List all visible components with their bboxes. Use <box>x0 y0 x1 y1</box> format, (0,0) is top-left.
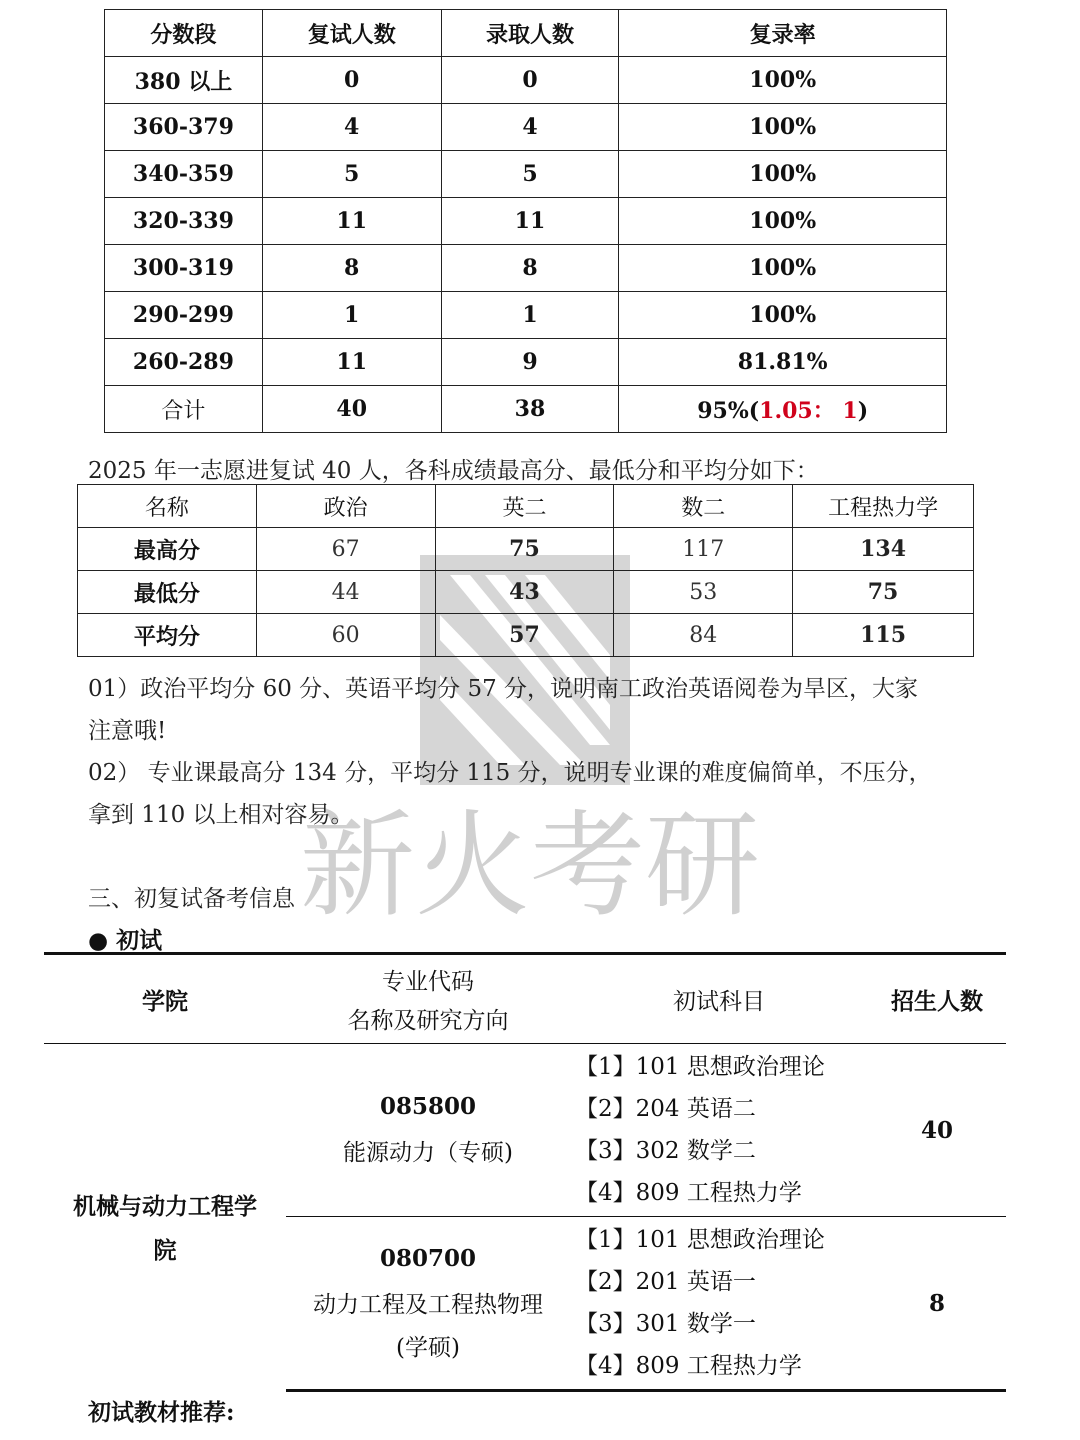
col-header: 英二 <box>435 485 614 528</box>
cell: 11 <box>262 339 441 386</box>
table-header-row <box>44 954 1006 1044</box>
total-row <box>105 386 947 433</box>
subject-item: 【1】101 思想政治理论 <box>575 1227 825 1253</box>
table-header-row <box>78 485 974 528</box>
watermark-text: 新火考研 <box>299 799 761 925</box>
cell: 11 <box>441 198 619 245</box>
col-header: 分数段 <box>105 10 263 57</box>
note-2-line-2: 拿到 110 以上相对容易。 <box>88 802 354 828</box>
cell: 75 <box>435 528 614 571</box>
quota-cell: 8 <box>868 1217 1006 1391</box>
bullet-label: 初试 <box>116 927 163 954</box>
cell: 100% <box>619 245 947 292</box>
table-row <box>105 339 947 386</box>
cell: 340-359 <box>105 151 263 198</box>
program-code: 085800 <box>379 1093 477 1120</box>
intro-line: 2025 年一志愿进复试 40 人，各科成绩最高分、最低分和平均分如下： <box>88 458 819 484</box>
cell: 8 <box>262 245 441 292</box>
cell: 53 <box>614 571 793 614</box>
row-header: 最低分 <box>78 571 257 614</box>
subject-item: 【4】809 工程热力学 <box>575 1353 802 1379</box>
program-cell <box>286 1217 570 1391</box>
cell: 100% <box>619 151 947 198</box>
total-retest: 40 <box>262 386 441 433</box>
cell: 100% <box>619 57 947 104</box>
subject-item: 【2】204 英语二 <box>575 1096 756 1122</box>
college-line-1: 机械与动力工程学 <box>73 1192 257 1220</box>
subject-item: 【3】301 数学一 <box>575 1311 756 1337</box>
cell: 117 <box>614 528 793 571</box>
table-row <box>105 57 947 104</box>
total-admitted: 38 <box>441 386 619 433</box>
col-header: 数二 <box>614 485 793 528</box>
note-1-line-1: 01）政治平均分 60 分、英语平均分 57 分，说明南工政治英语阅卷为旱区，大家 <box>88 676 919 702</box>
row-header: 最高分 <box>78 528 257 571</box>
table-row <box>105 151 947 198</box>
table-row <box>78 571 974 614</box>
col-header-quota: 招生人数 <box>868 954 1006 1044</box>
program-name: 动力工程及工程热物理 <box>313 1291 543 1318</box>
subject-score-table <box>77 484 974 657</box>
table-row <box>78 528 974 571</box>
major-header-line-2: 名称及研究方向 <box>347 1008 509 1034</box>
cell: 60 <box>256 614 435 657</box>
cell: 43 <box>435 571 614 614</box>
cell: 100% <box>619 198 947 245</box>
cell: 4 <box>441 104 619 151</box>
quota-cell: 40 <box>868 1044 1006 1217</box>
cell: 290-299 <box>105 292 263 339</box>
table-row <box>44 1044 1006 1217</box>
cell: 115 <box>793 614 974 657</box>
cell: 57 <box>435 614 614 657</box>
footer-label: 初试教材推荐: <box>88 1399 235 1426</box>
note-2-line-1: 02） 专业课最高分 134 分，平均分 115 分，说明专业课的难度偏简单，不压分， <box>88 760 932 786</box>
college-line-2: 院 <box>153 1236 177 1264</box>
major-header-line-1: 专业代码 <box>382 969 474 995</box>
row-header: 平均分 <box>78 614 257 657</box>
cell: 8 <box>441 245 619 292</box>
exam-info-table <box>44 952 1006 1392</box>
col-header-major <box>286 954 570 1044</box>
col-header-subjects: 初试科目 <box>570 954 868 1044</box>
cell: 9 <box>441 339 619 386</box>
program-name: 能源动力（专硕) <box>343 1140 513 1166</box>
score-range-table <box>104 9 947 433</box>
col-header: 名称 <box>78 485 257 528</box>
cell: 320-339 <box>105 198 263 245</box>
cell: 100% <box>619 292 947 339</box>
cell: 5 <box>262 151 441 198</box>
col-header-college: 学院 <box>44 954 286 1044</box>
col-header: 政治 <box>256 485 435 528</box>
table-row <box>78 614 974 657</box>
cell: 84 <box>614 614 793 657</box>
cell: 1 <box>262 292 441 339</box>
cell: 75 <box>793 571 974 614</box>
college-cell <box>44 1044 286 1391</box>
table-header-row <box>105 10 947 57</box>
bullet-item <box>88 922 162 955</box>
subjects-cell <box>570 1044 868 1217</box>
cell: 300-319 <box>105 245 263 292</box>
bullet-dot-icon: ● <box>88 927 117 954</box>
cell: 134 <box>793 528 974 571</box>
table-row <box>105 245 947 292</box>
cell: 380 以上 <box>105 57 263 104</box>
total-label: 合计 <box>105 386 263 433</box>
cell: 11 <box>262 198 441 245</box>
subject-item: 【3】302 数学二 <box>575 1138 756 1164</box>
rate-suffix: ) <box>857 397 869 424</box>
col-header: 录取人数 <box>441 10 619 57</box>
note-1-line-2: 注意哦! <box>88 718 167 744</box>
cell: 5 <box>441 151 619 198</box>
cell: 4 <box>262 104 441 151</box>
subjects-cell <box>570 1217 868 1391</box>
col-header: 复录率 <box>619 10 947 57</box>
table-row <box>105 198 947 245</box>
cell: 44 <box>256 571 435 614</box>
subject-item: 【2】201 英语一 <box>575 1269 756 1295</box>
program-cell <box>286 1044 570 1217</box>
cell: 360-379 <box>105 104 263 151</box>
subject-item: 【1】101 思想政治理论 <box>575 1054 825 1080</box>
table-row <box>105 104 947 151</box>
program-code: 080700 <box>379 1244 477 1272</box>
cell: 100% <box>619 104 947 151</box>
col-header: 复试人数 <box>262 10 441 57</box>
program-name-suffix: (学硕) <box>396 1334 460 1361</box>
rate-prefix: 95%( <box>697 397 760 424</box>
cell: 0 <box>441 57 619 104</box>
cell: 1 <box>441 292 619 339</box>
ratio-red: 1.05： 1 <box>759 397 858 424</box>
section-title: 三、初复试备考信息 <box>88 886 295 912</box>
subject-item: 【4】809 工程热力学 <box>575 1180 802 1206</box>
col-header: 工程热力学 <box>793 485 974 528</box>
cell: 260-289 <box>105 339 263 386</box>
cell: 81.81% <box>619 339 947 386</box>
cell: 67 <box>256 528 435 571</box>
cell: 0 <box>262 57 441 104</box>
total-rate <box>619 386 947 433</box>
table-row <box>105 292 947 339</box>
